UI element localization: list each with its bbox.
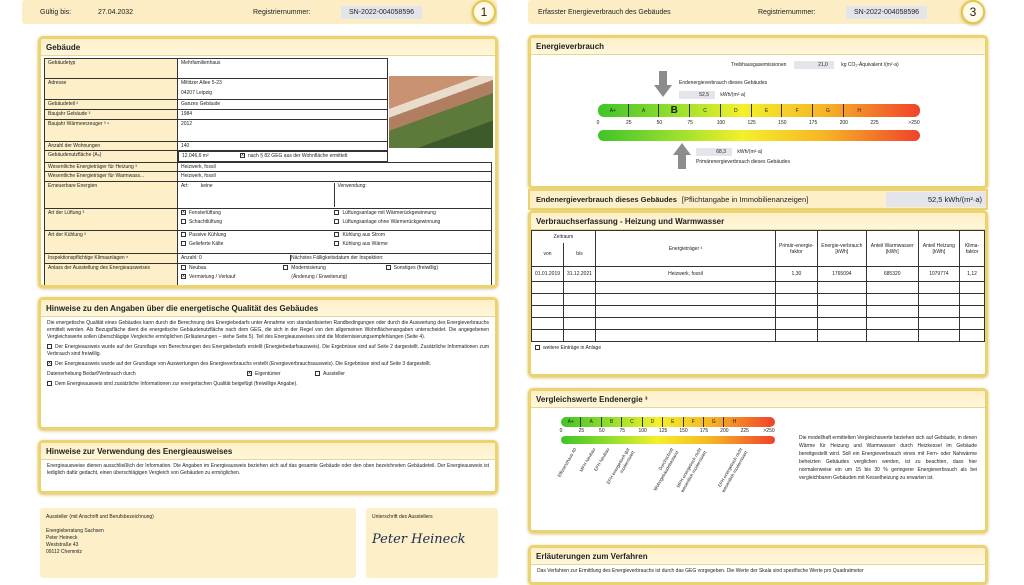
art-value: keine bbox=[200, 182, 213, 189]
row-value bbox=[177, 59, 388, 79]
tick-label: 75 bbox=[619, 428, 626, 434]
art-label: Art: bbox=[180, 182, 189, 189]
section-title: Gebäude bbox=[41, 39, 495, 56]
table-cell bbox=[817, 330, 866, 342]
reference-label: EFH energetisch nicht wesentlich modernisiert bbox=[716, 447, 749, 493]
option-label: Kühlung aus Wärme bbox=[342, 241, 388, 247]
table-cell bbox=[866, 282, 918, 294]
issuer-line: Weststraße 43 bbox=[46, 542, 79, 548]
table-cell bbox=[960, 282, 985, 294]
class-C: C bbox=[622, 417, 642, 427]
value-text: Miltitzer Allee 5-23 bbox=[180, 80, 222, 86]
option bbox=[181, 219, 335, 226]
explain-section bbox=[528, 545, 988, 585]
explain-text: Das Verfahren zur Ermittlung des Energieverbrauchs ist durch das GEG vorgegeben. Die Werte der Skala sind spezifische Werte pro Quadratmeter bbox=[537, 568, 864, 574]
row-value bbox=[177, 162, 491, 172]
column-header: bis bbox=[564, 243, 596, 267]
tick-label: 200 bbox=[839, 120, 848, 126]
tick-label: >250 bbox=[908, 120, 920, 126]
issuer-line: 09112 Chemnitz bbox=[46, 549, 83, 555]
building-row bbox=[45, 253, 492, 263]
compare-text: Die modellhaft ermittelten Vergleichswerte beziehen sich auf Gebäude, in denen Wärme für Heizung und Warmwasser durch Heizkessel im Gebäude bereitgestellt wird. Soll ein Energieverbrauch eines mit Fern- oder Nahwärme beheizten Gebäudes verglichen werden, ist zu beachten, dass hier normalerweise ein um 15 bis 30 % geringerer Energieverbrauch als bei vergleichbaren Gebäuden mit Kesselheizung zu erwarten ist. bbox=[799, 435, 977, 481]
reg-label: Registriernummer: bbox=[253, 8, 311, 16]
table-cell bbox=[776, 294, 818, 306]
building-row bbox=[45, 181, 492, 208]
row-label: Wesentliche Energieträger für Heizung ³ bbox=[45, 162, 178, 172]
class-A: A bbox=[629, 104, 660, 117]
table-cell bbox=[564, 294, 596, 306]
next-inspection-label: Nächstes Fälligkeitsdatum der Inspektion: bbox=[290, 254, 384, 261]
building-row bbox=[45, 263, 492, 286]
mandatory-bar bbox=[528, 189, 988, 210]
option bbox=[283, 265, 385, 272]
primary-value: 68,3 bbox=[696, 148, 732, 156]
records-table bbox=[531, 230, 985, 342]
checkbox[interactable] bbox=[334, 210, 339, 215]
option-consumption: Der Energieausweis wurde auf der Grundlage von Auswertungen des Energieverbrauchs erstellt (Energieverbrauchsausweis). Die Ergebnisse sind auf Seite 3 dargestellt. bbox=[55, 361, 432, 367]
tick-label: 50 bbox=[656, 120, 663, 126]
comparison-scale bbox=[561, 417, 775, 427]
checkbox-checked[interactable]: x bbox=[182, 208, 185, 215]
tick-label: 175 bbox=[808, 120, 818, 126]
period-header bbox=[532, 231, 596, 243]
final-value: 52,5 bbox=[679, 91, 715, 99]
tick-label: >250 bbox=[763, 428, 775, 434]
class-E: E bbox=[752, 104, 783, 117]
class-D: D bbox=[721, 104, 752, 117]
period-label: Zeitraum bbox=[553, 233, 574, 240]
table-cell bbox=[918, 306, 959, 318]
option bbox=[181, 210, 335, 217]
row-label: Wesentliche Energieträger für Warmwass... bbox=[45, 172, 178, 182]
table-cell bbox=[918, 294, 959, 306]
usage-text: Energieausweise dienen ausschließlich der Information. Die Angaben im Energieausweis beziehen sich auf das gesamte Gebäude oder den oben bezeichneten Gebäudeteil. Der Energieausweis ist lediglich dafür gedacht, einen überschlägigen Vergleich von Gebäuden zu ermöglichen. bbox=[47, 463, 489, 476]
building-row bbox=[45, 230, 492, 253]
option bbox=[181, 265, 283, 272]
row-label: Anzahl der Wohnungen bbox=[45, 141, 178, 151]
option bbox=[334, 232, 488, 239]
option bbox=[181, 274, 283, 281]
table-cell: 685320 bbox=[866, 267, 918, 282]
final-label: Endenergieverbrauch dieses Gebäudes bbox=[679, 80, 768, 86]
table-cell: 1,30 bbox=[776, 267, 818, 282]
final-unit: kWh/(m²·a) bbox=[720, 92, 746, 98]
section-title: Hinweise zu den Angaben über die energetische Qualität des Gebäudes bbox=[41, 300, 495, 317]
issuer-label: Aussteller (mit Anschrift und Berufsbezeichnung) bbox=[46, 514, 154, 520]
row-label: Art der Lüftung ³ bbox=[45, 208, 178, 230]
tick-label: 25 bbox=[625, 120, 632, 126]
page3-header bbox=[528, 0, 978, 24]
class-G: G bbox=[704, 417, 724, 427]
consumption-section bbox=[528, 35, 988, 189]
section-title: Hinweise zur Verwendung des Energieausweises bbox=[41, 443, 495, 460]
table-cell bbox=[866, 318, 918, 330]
section-title: Energieverbrauch bbox=[531, 38, 985, 55]
checkbox-checked[interactable]: x bbox=[182, 273, 185, 280]
table-cell bbox=[960, 318, 985, 330]
table-cell bbox=[564, 318, 596, 330]
tick-label: 200 bbox=[720, 428, 729, 434]
row-label: Adresse bbox=[45, 79, 178, 100]
issuer-line: Peter Heineck bbox=[46, 535, 78, 541]
row-value bbox=[177, 263, 491, 286]
table-cell bbox=[960, 330, 985, 342]
checkbox-checked[interactable]: x bbox=[48, 360, 51, 367]
row-value bbox=[178, 151, 388, 162]
checkbox[interactable] bbox=[181, 265, 186, 270]
table-row bbox=[532, 306, 985, 318]
table-cell: 1,12 bbox=[960, 267, 985, 282]
table-cell bbox=[776, 306, 818, 318]
row-value bbox=[177, 119, 388, 141]
row-value bbox=[177, 253, 491, 263]
issuer-line: Energieberatung Sachsen bbox=[46, 528, 104, 534]
row-label: Inspektionspflichtige Klimaanlagen ⁵ bbox=[45, 253, 178, 263]
building-section bbox=[38, 36, 498, 288]
scale-gradient-bar bbox=[561, 436, 775, 444]
reference-label: EFH Neubau bbox=[592, 447, 611, 473]
tick-label: 225 bbox=[740, 428, 749, 434]
reference-labels bbox=[556, 447, 775, 527]
table-cell bbox=[918, 318, 959, 330]
row-label: Erneuerbare Energien bbox=[45, 181, 178, 208]
value-text: Ganzes Gebäude bbox=[180, 101, 221, 107]
tick-label: 75 bbox=[687, 120, 693, 126]
reg-value: SN-2022-004058596 bbox=[846, 6, 927, 19]
tick-label: 50 bbox=[599, 428, 605, 434]
class-B: B bbox=[659, 104, 690, 117]
building-row bbox=[45, 208, 492, 230]
column-header: Primär-energie-faktor bbox=[776, 231, 818, 267]
option-label: Vermietung / Verkauf bbox=[188, 274, 236, 280]
table-cell bbox=[596, 318, 776, 330]
table-cell bbox=[776, 318, 818, 330]
option-label: Schachtlüftung bbox=[188, 219, 223, 225]
checkbox[interactable] bbox=[47, 344, 52, 349]
option-label: Modernisierung bbox=[291, 264, 326, 271]
reference-label: Durchschnitt Wohngebäudebestand bbox=[651, 447, 679, 492]
table-cell bbox=[532, 318, 564, 330]
table-row bbox=[532, 330, 985, 342]
row-label: Anlass der Ausstellung des Energieausweises bbox=[45, 263, 178, 286]
reference-label: Effizienzhaus 40 bbox=[556, 447, 578, 479]
table-cell bbox=[960, 306, 985, 318]
checkbox[interactable] bbox=[334, 219, 339, 224]
building-row bbox=[45, 172, 492, 182]
option bbox=[334, 219, 488, 226]
option bbox=[334, 210, 488, 217]
checkbox[interactable] bbox=[535, 345, 540, 350]
tick-label: 150 bbox=[679, 428, 688, 434]
row-label: Gebäudeteil ² bbox=[45, 100, 178, 110]
owner-option: Eigentümer bbox=[255, 371, 281, 377]
data-label: Datenerhebung Bedarf/Verbrauch durch bbox=[47, 371, 136, 377]
option bbox=[386, 265, 488, 272]
class-H: H bbox=[732, 419, 737, 425]
compare-section bbox=[528, 388, 988, 533]
table-cell: 1079774 bbox=[918, 267, 959, 282]
value-text: 04207 Leipzig bbox=[180, 89, 213, 96]
row-value bbox=[177, 172, 491, 182]
signature-block bbox=[366, 508, 498, 578]
mandatory-note: [Pflichtangabe in Immobilienanzeigen] bbox=[681, 195, 809, 204]
table-cell bbox=[532, 306, 564, 318]
tick-label: 25 bbox=[578, 428, 585, 434]
table-row bbox=[532, 318, 985, 330]
value-text: 1984 bbox=[180, 111, 193, 117]
class-E: E bbox=[663, 417, 683, 427]
class-H: H bbox=[857, 107, 861, 114]
section-title: Verbrauchserfassung - Heizung und Warmwasser bbox=[531, 213, 985, 230]
table-cell bbox=[596, 294, 776, 306]
table-cell bbox=[596, 282, 776, 294]
class-A: A bbox=[581, 417, 601, 427]
row-label: Gebäudenutzfläche (Aₙ) bbox=[45, 151, 178, 163]
option-additional: Dem Energieausweis sind zusätzliche Informationen zur energetischen Qualität beigefügt (freiwillige Angabe). bbox=[55, 381, 298, 387]
option-label: Sonstiges (freiwillig) bbox=[393, 264, 439, 271]
issuer-option: Aussteller bbox=[323, 371, 345, 377]
value-text: 140 bbox=[180, 142, 190, 149]
row-value bbox=[177, 141, 388, 151]
column-header: Klima-faktor bbox=[960, 231, 985, 267]
issuer-block bbox=[40, 508, 356, 578]
section-title: Erläuterungen zum Verfahren bbox=[531, 548, 985, 565]
value-text: 2012 bbox=[180, 120, 193, 127]
option-label: Passive Kühlung bbox=[188, 231, 227, 238]
section-title: Vergleichswerte Endenergie ³ bbox=[531, 391, 985, 408]
row-label: Baujahr Wärmeerzeuger ³ ⁴ bbox=[45, 119, 178, 141]
row-label: Baujahr Gebäude ³ bbox=[45, 110, 178, 120]
column-header: Anteil Warmwasser [kWh] bbox=[866, 231, 918, 267]
table-cell bbox=[817, 294, 866, 306]
signature-label: Unterschrift des Ausstellers bbox=[372, 514, 433, 520]
column-header: Energieträger ³ bbox=[596, 231, 776, 267]
checkbox[interactable] bbox=[283, 265, 288, 270]
option-label: Lüftungsanlage ohne Wärmerückgewinnung bbox=[342, 219, 441, 225]
checkbox[interactable] bbox=[334, 241, 339, 246]
tick-label: 225 bbox=[870, 120, 879, 126]
table-cell bbox=[866, 330, 918, 342]
mandatory-value: 52,5 kWh/(m²·a) bbox=[886, 192, 986, 207]
table-cell bbox=[532, 294, 564, 306]
building-photo bbox=[389, 76, 493, 148]
hints-text: Die energetische Qualität eines Gebäudes kann durch die Berechnung des Energiebedarfs unter Annahme von standardisierten Randbedingungen oder durch die Auswertung des Energieverbrauchs ermittelt werden. Als Bezugsfläche dient die energetische Gebäudenutzfläche nach dem GEG, die sich in der Regel von den allgemeinen Wohnflächenangaben unterscheidet. Die angegebenen Vergleichswerte sollen überschlägige Vergleiche ermöglichen (Erläuterungen – siehe Seite 5). Teil des Energieausweises sind die Modernisierungsempfehlungen (Seite 4). bbox=[47, 320, 489, 340]
reference-label: MFH energetisch nicht wesentlich modernisiert bbox=[675, 447, 708, 493]
row-value bbox=[177, 230, 491, 253]
checkbox-checked[interactable]: x bbox=[241, 152, 244, 158]
building-row bbox=[45, 162, 492, 172]
tick-label: 100 bbox=[638, 428, 647, 434]
scale-ticks bbox=[598, 120, 920, 128]
page-number: 1 bbox=[472, 0, 496, 24]
valid-label: Gültig bis: bbox=[40, 8, 72, 16]
signature-image: Peter Heineck bbox=[372, 532, 466, 547]
scale-ticks bbox=[561, 428, 775, 435]
reference-label: MFH Neubau bbox=[578, 447, 597, 473]
option-label: Kühlung aus Strom bbox=[342, 231, 385, 238]
table-row bbox=[532, 294, 985, 306]
column-header: Anteil Heizung [kWh] bbox=[918, 231, 959, 267]
table-cell bbox=[564, 330, 596, 342]
tick-label: 0 bbox=[559, 428, 563, 434]
table-cell bbox=[960, 294, 985, 306]
value-text: Heizwerk, fossil bbox=[180, 173, 216, 179]
primary-label: Primärenergieverbrauch dieses Gebäudes bbox=[696, 159, 790, 165]
hints-section bbox=[38, 297, 498, 430]
page3-title: Erfasster Energieverbrauch des Gebäudes bbox=[538, 8, 671, 16]
tick-label: 0 bbox=[596, 120, 600, 126]
checkbox[interactable] bbox=[181, 219, 186, 224]
more-entries-label: weitere Einträge in Anlage bbox=[543, 345, 602, 351]
row-value bbox=[177, 79, 388, 100]
checkbox[interactable] bbox=[47, 381, 52, 386]
tick-label: 125 bbox=[658, 428, 668, 434]
option bbox=[334, 241, 488, 248]
table-cell bbox=[532, 282, 564, 294]
option-label: Fensterlüftung bbox=[188, 209, 221, 216]
row-label: Art der Kühlung ³ bbox=[45, 230, 178, 253]
option-label: Gelieferte Kälte bbox=[188, 241, 224, 247]
page-number: 3 bbox=[961, 0, 985, 24]
ghg-row bbox=[731, 61, 899, 69]
class-B: B bbox=[602, 417, 622, 427]
row-label: Gebäudetyp bbox=[45, 59, 178, 79]
valid-value: 27.04.2032 bbox=[98, 8, 134, 16]
checkbox[interactable] bbox=[334, 232, 339, 237]
row-value bbox=[177, 110, 388, 120]
checkbox[interactable] bbox=[386, 265, 391, 270]
table-cell bbox=[776, 282, 818, 294]
row-value bbox=[177, 181, 491, 208]
option-label: Neubau bbox=[188, 264, 207, 271]
class-C: C bbox=[690, 104, 721, 117]
value-text: Heizwerk, fossil bbox=[180, 163, 216, 170]
table-cell bbox=[817, 318, 866, 330]
class-F: F bbox=[684, 417, 704, 427]
table-cell: 31.12.2021 bbox=[564, 267, 596, 282]
class-A+: A+ bbox=[561, 417, 581, 427]
row-value bbox=[177, 100, 388, 110]
table-cell bbox=[817, 282, 866, 294]
table-cell: 01.01.2019 bbox=[532, 267, 564, 282]
usage-section bbox=[38, 440, 498, 494]
reference-label: EFH energetisch gut modernisiert bbox=[605, 447, 636, 486]
use-label: Verwendung: bbox=[334, 183, 488, 207]
checkbox-checked[interactable]: x bbox=[248, 370, 251, 376]
checkbox[interactable] bbox=[315, 371, 320, 376]
tick-label: 150 bbox=[778, 120, 787, 126]
table-cell bbox=[776, 330, 818, 342]
table-cell: Heizwerk, fossil bbox=[596, 267, 776, 282]
table-row bbox=[532, 267, 985, 282]
tick-label: 125 bbox=[747, 120, 756, 126]
reg-value: SN-2022-004058596 bbox=[341, 6, 422, 19]
class-F: F bbox=[782, 104, 813, 117]
ghg-label: Treibhausgasemissionen bbox=[731, 62, 787, 68]
row-value bbox=[177, 208, 491, 230]
table-cell bbox=[918, 330, 959, 342]
table-cell bbox=[817, 306, 866, 318]
efficiency-scale bbox=[598, 104, 920, 117]
table-cell bbox=[866, 294, 918, 306]
checkbox[interactable] bbox=[181, 232, 186, 237]
primary-unit: kWh/(m²·a) bbox=[737, 149, 763, 155]
table-cell: 1765094 bbox=[817, 267, 866, 282]
records-section bbox=[528, 210, 988, 377]
option bbox=[181, 241, 335, 248]
column-header: Energie-verbrauch [kWh] bbox=[817, 231, 866, 267]
tick-label: 175 bbox=[699, 428, 709, 434]
value-text: Mehrfamilienhaus bbox=[180, 60, 221, 66]
class-A+: A+ bbox=[598, 104, 629, 117]
class-D: D bbox=[643, 417, 663, 427]
table-cell bbox=[532, 330, 564, 342]
table-cell bbox=[596, 306, 776, 318]
reg-label: Registriernummer: bbox=[758, 8, 816, 16]
table-cell bbox=[596, 330, 776, 342]
page1-header bbox=[22, 0, 497, 24]
count-text: Anzahl: 0 bbox=[181, 255, 291, 262]
option bbox=[283, 274, 385, 281]
table-cell bbox=[866, 306, 918, 318]
checkbox[interactable] bbox=[181, 241, 186, 246]
value-text: 12.046,6 m² bbox=[181, 153, 209, 159]
note-text: nach § 82 GEG aus der Wohnfläche ermittelt bbox=[247, 153, 348, 159]
scale-gradient-bar bbox=[598, 130, 920, 141]
column-header: von bbox=[532, 243, 564, 267]
table-cell bbox=[564, 306, 596, 318]
table-cell bbox=[918, 282, 959, 294]
option-demand: Der Energieausweis wurde auf der Grundlage von Berechnungen des Energiebedarfs erstellt (Energiebedarfsausweis). Die Ergebnisse sind auf Seite 2 dargestellt. Zusätzliche Informationen zum Verbrauch sind freiwillig. bbox=[47, 344, 489, 357]
ghg-value: 21,0 bbox=[794, 61, 834, 69]
tick-label: 100 bbox=[716, 120, 726, 126]
option-label: (Änderung / Erweiterung) bbox=[291, 274, 348, 280]
table-cell bbox=[564, 282, 596, 294]
option bbox=[181, 232, 335, 239]
mandatory-label: Endenergieverbrauch dieses Gebäudes bbox=[536, 195, 677, 204]
option-label: Lüftungsanlage mit Wärmerückgewinnung bbox=[342, 209, 436, 216]
ghg-unit: kg CO₂-Äquivalent /(m²·a) bbox=[841, 62, 899, 68]
class-G: G bbox=[813, 104, 844, 117]
table-row bbox=[532, 282, 985, 294]
